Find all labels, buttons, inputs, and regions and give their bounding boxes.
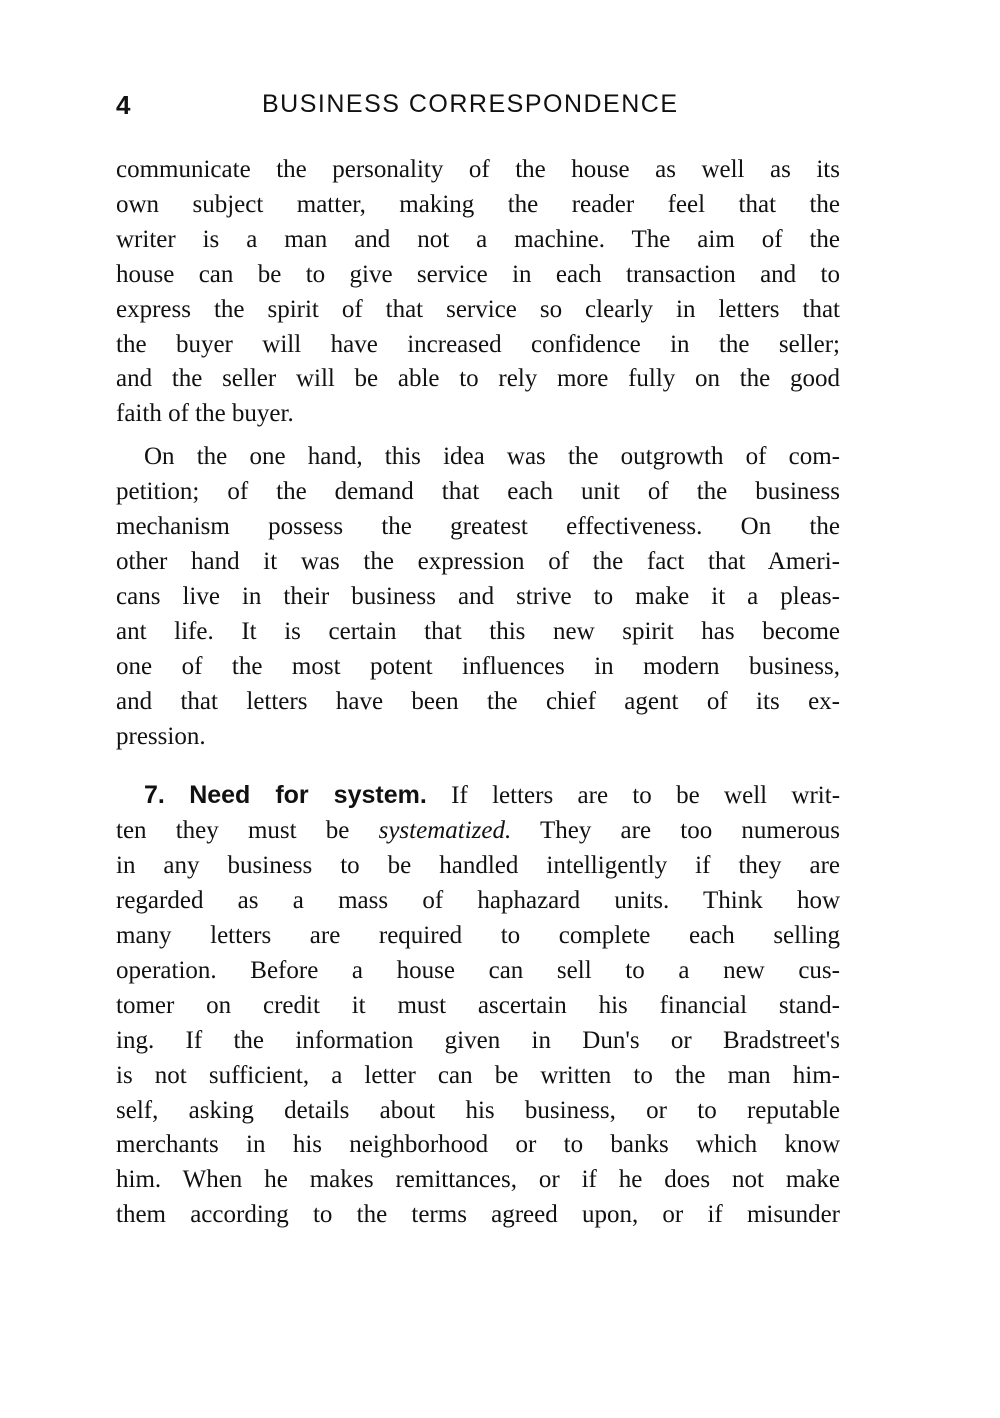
text-line: faith of the buyer. xyxy=(116,400,294,428)
text-line: him. When he makes remittances, or if he does not make xyxy=(116,1166,840,1194)
text-line: writer is a man and not a machine. The aim of the xyxy=(116,225,840,253)
text-line: own subject matter, making the reader feel that the xyxy=(116,190,840,218)
text-fragment: If letters are to be well writ- xyxy=(451,782,841,810)
paragraph-2 xyxy=(116,440,840,754)
italic-term: systematized. xyxy=(378,817,512,845)
text-line: express the spirit of that service so clearly in letters that xyxy=(116,295,840,323)
text-line: other hand it was the expression of the fact that Ameri- xyxy=(116,547,840,575)
text-line: is not sufficient, a letter can be written to the man him- xyxy=(116,1061,840,1089)
text-line: self, asking details about his business, or to reputable xyxy=(116,1096,840,1124)
section-title: Need for system. xyxy=(189,781,427,810)
text-line: operation. Before a house can sell to a new cus- xyxy=(116,956,840,984)
text-line: mechanism possess the greatest effectiveness. On the xyxy=(116,513,840,541)
page-header xyxy=(116,90,840,126)
text-line: cans live in their business and strive to make it a pleas- xyxy=(116,582,840,610)
text-line: ant life. It is certain that this new spirit has become xyxy=(116,617,840,645)
text-line: house can be to give service in each transaction and to xyxy=(116,260,840,288)
text-line: regarded as a mass of haphazard units. Think how xyxy=(116,887,840,915)
page-number: 4 xyxy=(116,90,131,120)
section-number: 7. xyxy=(144,781,165,810)
text-fragment: They are too numerous xyxy=(511,817,840,845)
text-line: in any business to be handled intelligently if they are xyxy=(116,852,840,880)
paragraph-1 xyxy=(116,153,840,432)
text-line: and the seller will be able to rely more fully on the good xyxy=(116,365,840,393)
text-line: petition; of the demand that each unit of the business xyxy=(116,478,840,506)
text-line: many letters are required to complete each selling xyxy=(116,922,840,950)
text-line xyxy=(116,814,840,849)
text-line: them according to the terms agreed upon, or if misunder xyxy=(116,1201,840,1229)
text-line: one of the most potent influences in modern business, xyxy=(116,652,840,680)
section-7-paragraph xyxy=(116,778,840,1233)
text-line: ing. If the information given in Dun's or Bradstreet's xyxy=(116,1026,840,1054)
text-line: tomer on credit it must ascertain his financial stand- xyxy=(116,991,840,1019)
text-line: communicate the personality of the house as well as its xyxy=(116,156,840,183)
text-line: the buyer will have increased confidence in the seller; xyxy=(116,330,840,358)
running-title: BUSINESS CORRESPONDENCE xyxy=(262,90,679,118)
body-text xyxy=(116,153,840,1233)
section-7-first-line xyxy=(116,778,840,814)
text-line: pression. xyxy=(116,722,206,750)
text-fragment: ten they must be xyxy=(116,817,379,845)
text-line: merchants in his neighborhood or to banks which know xyxy=(116,1131,840,1159)
text-line: On the one hand, this idea was the outgrowth of com- xyxy=(144,443,840,471)
text-line: and that letters have been the chief agent of its ex- xyxy=(116,687,840,715)
